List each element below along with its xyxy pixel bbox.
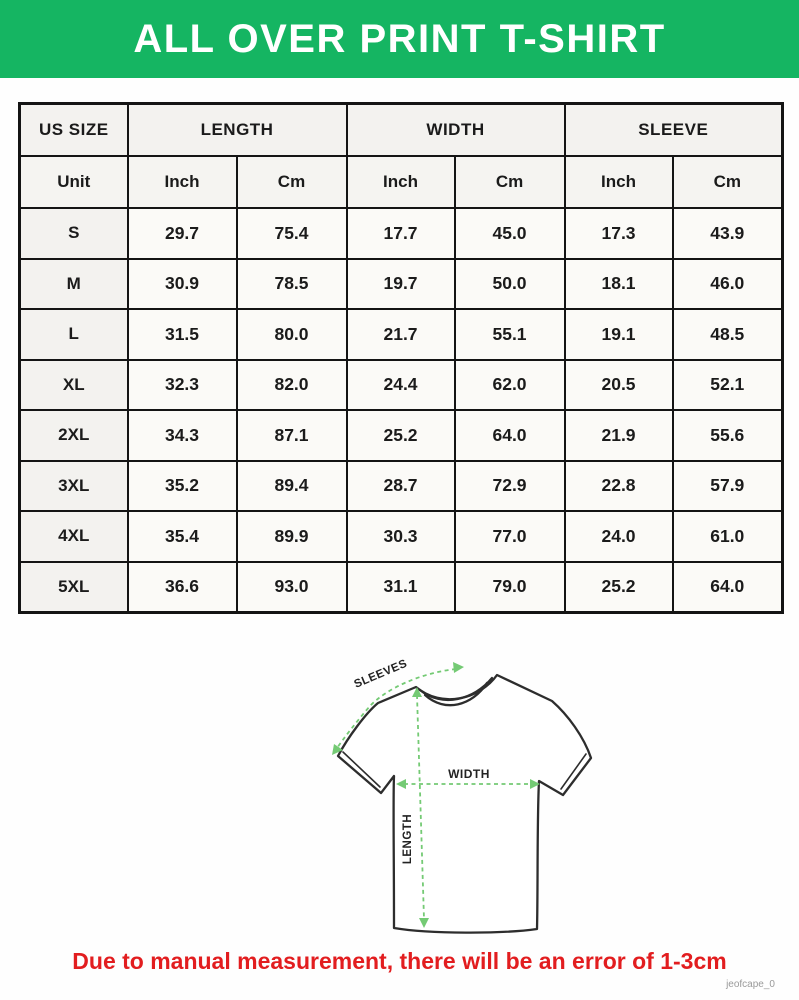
size-cell: S xyxy=(20,208,128,259)
table-row-xl xyxy=(20,360,783,411)
value-cell: 72.9 xyxy=(455,461,565,512)
value-cell: 36.6 xyxy=(128,562,237,613)
watermark: jeofcape_0 xyxy=(726,979,775,990)
tshirt-diagram-svg xyxy=(280,649,620,961)
unit-sleeve-inch: Inch xyxy=(565,156,673,208)
table-row-5xl xyxy=(20,562,783,613)
length-label: LENGTH xyxy=(402,813,414,865)
value-cell: 80.0 xyxy=(237,309,347,360)
value-cell: 30.9 xyxy=(128,259,237,310)
value-cell: 22.8 xyxy=(565,461,673,512)
col-header-length: LENGTH xyxy=(128,104,347,157)
value-cell: 82.0 xyxy=(237,360,347,411)
size-cell: 5XL xyxy=(20,562,128,613)
unit-width-inch: Inch xyxy=(347,156,455,208)
value-cell: 64.0 xyxy=(455,410,565,461)
value-cell: 43.9 xyxy=(673,208,783,259)
size-cell: M xyxy=(20,259,128,310)
value-cell: 48.5 xyxy=(673,309,783,360)
value-cell: 46.0 xyxy=(673,259,783,310)
unit-length-inch: Inch xyxy=(128,156,237,208)
table-row-s xyxy=(20,208,783,259)
size-chart-table xyxy=(18,102,784,614)
value-cell: 75.4 xyxy=(237,208,347,259)
value-cell: 21.9 xyxy=(565,410,673,461)
value-cell: 34.3 xyxy=(128,410,237,461)
col-header-us-size: US SIZE xyxy=(20,104,128,157)
value-cell: 25.2 xyxy=(347,410,455,461)
unit-width-cm: Cm xyxy=(455,156,565,208)
tshirt-outline xyxy=(338,675,591,933)
value-cell: 64.0 xyxy=(673,562,783,613)
arrowhead-icon xyxy=(453,662,464,673)
value-cell: 35.4 xyxy=(128,511,237,562)
value-cell: 20.5 xyxy=(565,360,673,411)
size-cell: XL xyxy=(20,360,128,411)
value-cell: 55.6 xyxy=(673,410,783,461)
value-cell: 45.0 xyxy=(455,208,565,259)
value-cell: 52.1 xyxy=(673,360,783,411)
page-title: ALL OVER PRINT T-SHIRT xyxy=(133,16,666,61)
size-cell: 4XL xyxy=(20,511,128,562)
value-cell: 57.9 xyxy=(673,461,783,512)
value-cell: 61.0 xyxy=(673,511,783,562)
size-cell: 2XL xyxy=(20,410,128,461)
value-cell: 89.9 xyxy=(237,511,347,562)
value-cell: 89.4 xyxy=(237,461,347,512)
table-row-3xl xyxy=(20,461,783,512)
tshirt-measurement-diagram xyxy=(280,649,620,961)
table-row-m xyxy=(20,259,783,310)
title-banner xyxy=(0,0,799,78)
table-row-4xl xyxy=(20,511,783,562)
value-cell: 25.2 xyxy=(565,562,673,613)
value-cell: 79.0 xyxy=(455,562,565,613)
unit-sleeve-cm: Cm xyxy=(673,156,783,208)
unit-header-row xyxy=(20,156,783,208)
value-cell: 28.7 xyxy=(347,461,455,512)
unit-length-cm: Cm xyxy=(237,156,347,208)
group-header-row xyxy=(20,104,783,157)
unit-label: Unit xyxy=(20,156,128,208)
value-cell: 77.0 xyxy=(455,511,565,562)
value-cell: 62.0 xyxy=(455,360,565,411)
value-cell: 35.2 xyxy=(128,461,237,512)
value-cell: 55.1 xyxy=(455,309,565,360)
value-cell: 17.3 xyxy=(565,208,673,259)
value-cell: 32.3 xyxy=(128,360,237,411)
width-label: WIDTH xyxy=(448,767,490,781)
sleeves-label: SLEEVES xyxy=(352,657,410,691)
value-cell: 24.0 xyxy=(565,511,673,562)
table-row-l xyxy=(20,309,783,360)
value-cell: 19.1 xyxy=(565,309,673,360)
value-cell: 17.7 xyxy=(347,208,455,259)
measurement-error-note: Due to manual measurement, there will be an error of 1-3cm xyxy=(72,948,727,974)
value-cell: 24.4 xyxy=(347,360,455,411)
value-cell: 93.0 xyxy=(237,562,347,613)
size-cell: 3XL xyxy=(20,461,128,512)
col-header-width: WIDTH xyxy=(347,104,565,157)
value-cell: 21.7 xyxy=(347,309,455,360)
value-cell: 29.7 xyxy=(128,208,237,259)
value-cell: 18.1 xyxy=(565,259,673,310)
value-cell: 50.0 xyxy=(455,259,565,310)
value-cell: 30.3 xyxy=(347,511,455,562)
table-row-2xl xyxy=(20,410,783,461)
col-header-sleeve: SLEEVE xyxy=(565,104,783,157)
value-cell: 19.7 xyxy=(347,259,455,310)
value-cell: 78.5 xyxy=(237,259,347,310)
size-cell: L xyxy=(20,309,128,360)
value-cell: 87.1 xyxy=(237,410,347,461)
value-cell: 31.1 xyxy=(347,562,455,613)
value-cell: 31.5 xyxy=(128,309,237,360)
